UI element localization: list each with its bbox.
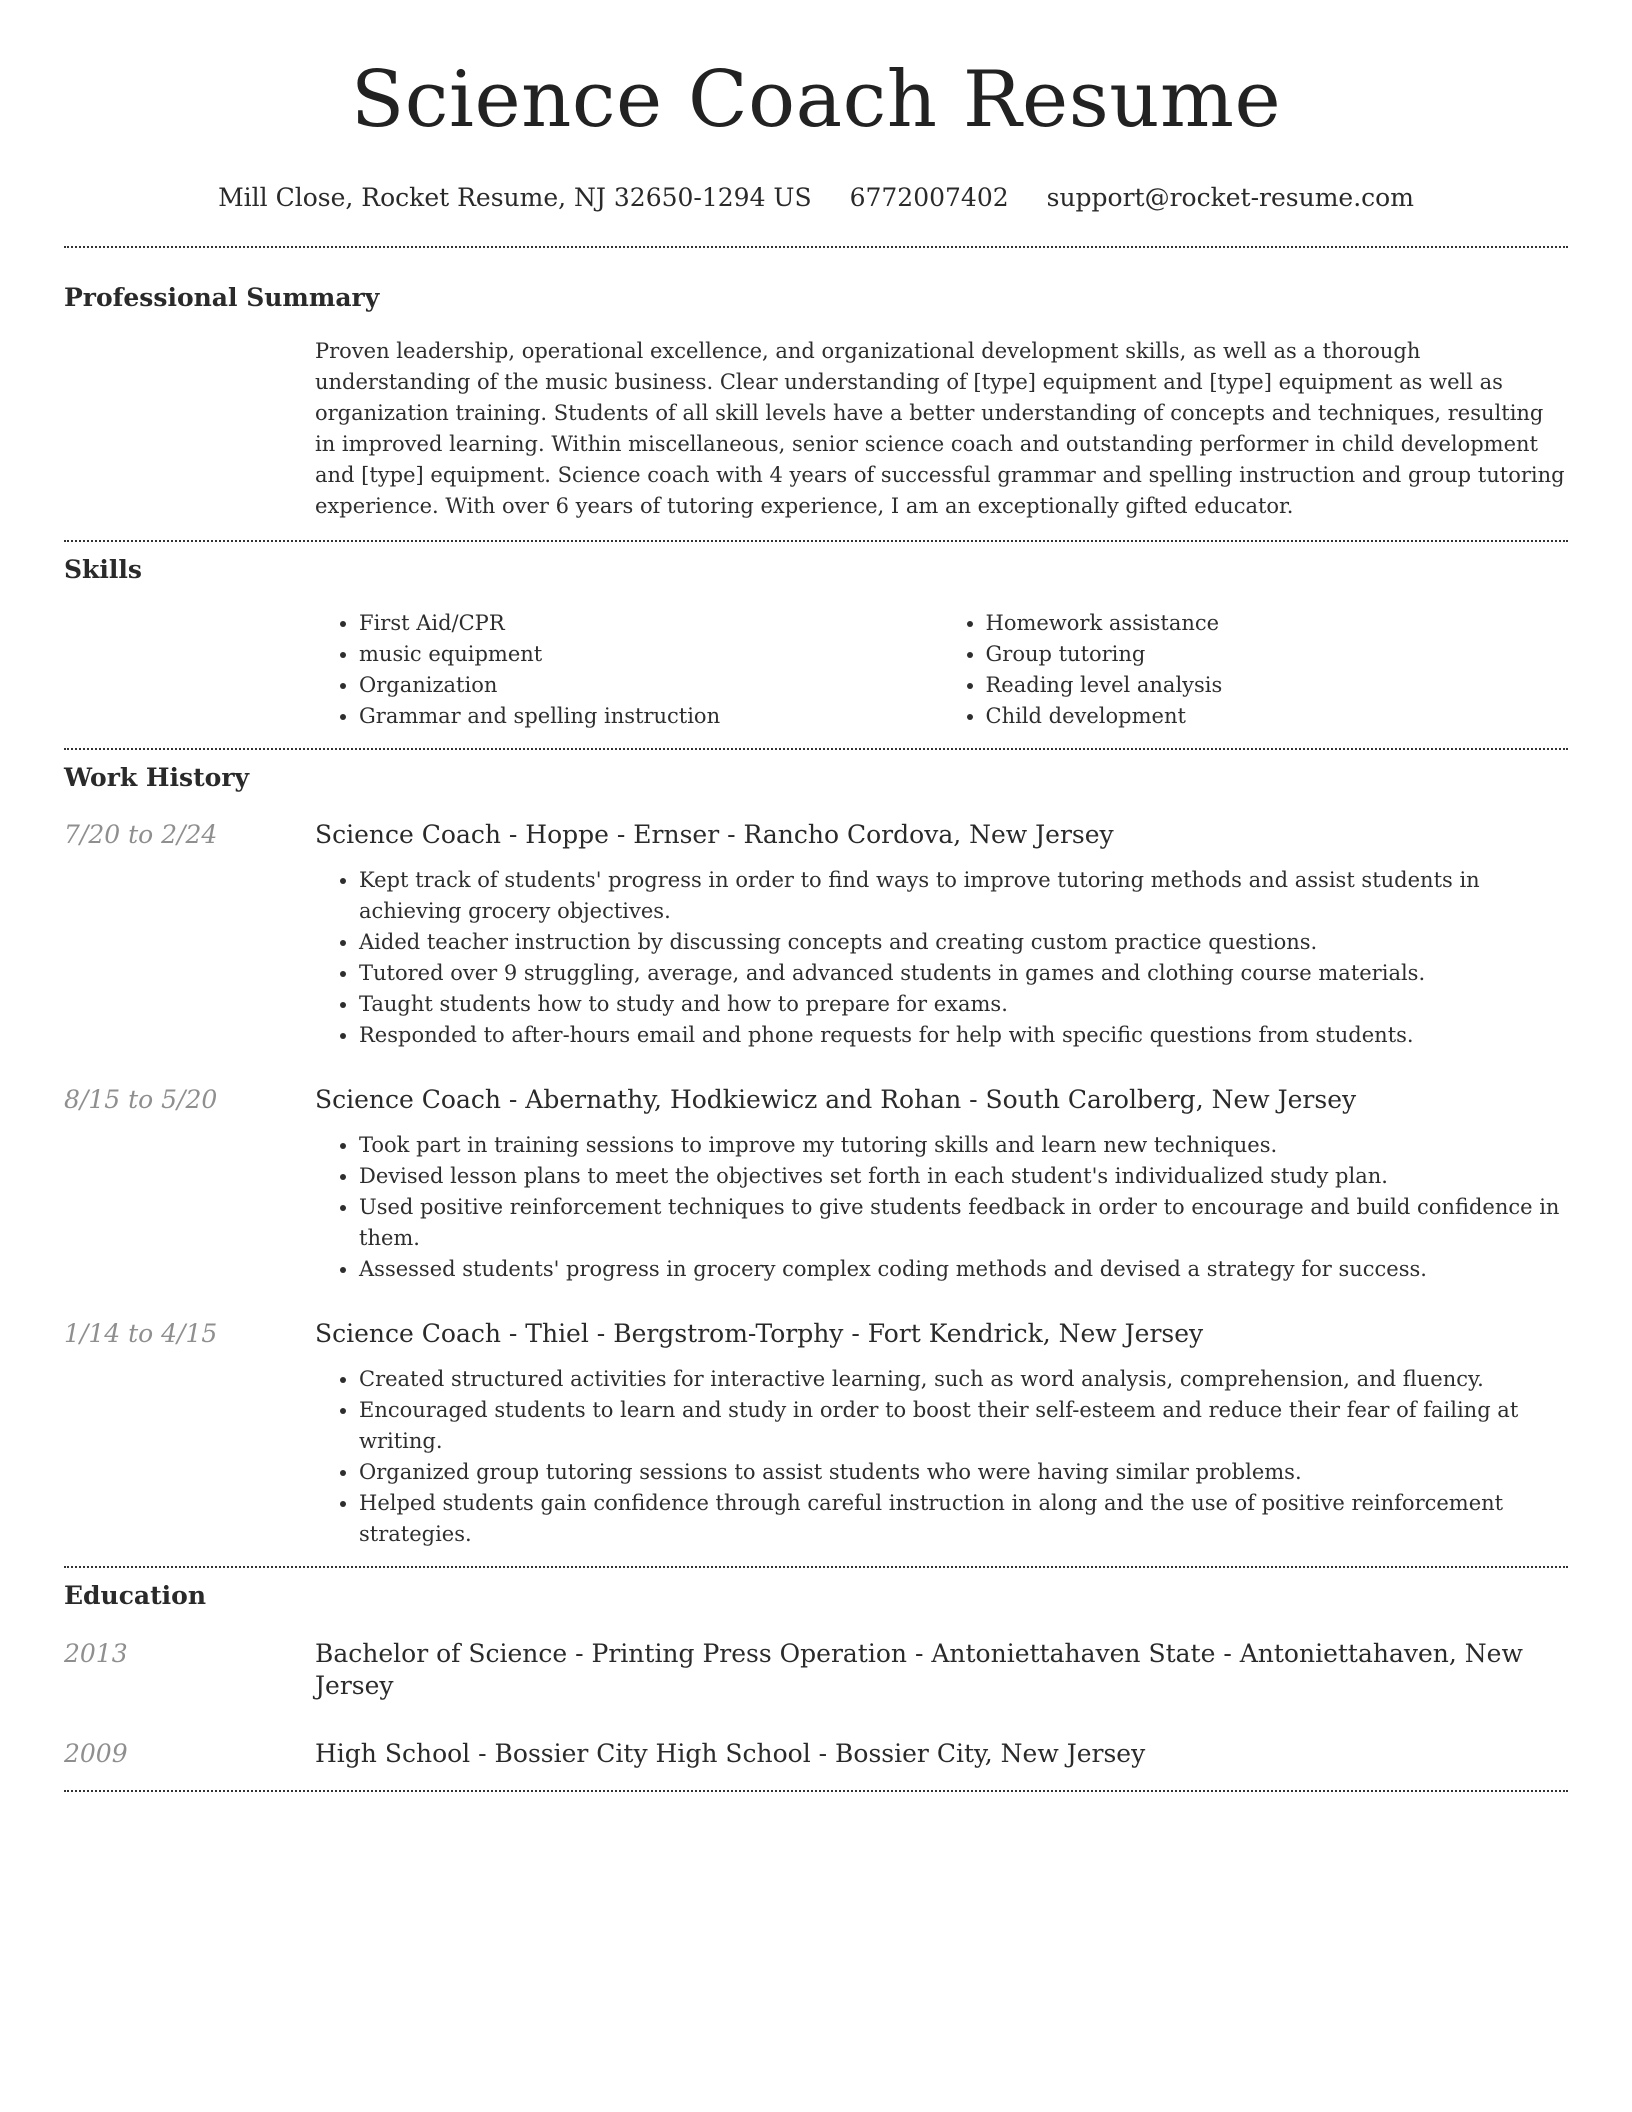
divider xyxy=(64,246,1568,248)
job-details xyxy=(315,1318,1568,1550)
section-heading-summary: Professional Summary xyxy=(64,283,380,312)
divider xyxy=(64,748,1568,750)
divider xyxy=(64,540,1568,542)
skills-list-left xyxy=(315,608,942,732)
summary-text: Proven leadership, operational excellence, and organizational development skills, as well as a thorough understanding of the music business. Clear understanding of [type] equipment and [type] equipment as well as organization training. Students of all skill levels have a better understanding of concepts and techniques, resulting in improved learning. Within miscellaneous, senior science coach and outstanding performer in child development and [type] equipment. Science coach with 4 years of successful grammar and spelling instruction and group tutoring experience. With over 6 years of tutoring experience, I am an exceptionally gifted educator. xyxy=(315,339,1565,518)
divider xyxy=(64,1790,1568,1792)
job-entry xyxy=(64,1084,1568,1285)
job-entry xyxy=(64,819,1568,1051)
job-dates: 1/14 to 4/15 xyxy=(64,1319,218,1348)
phone-text: 6772007402 xyxy=(849,183,1009,212)
education-year: 2013 xyxy=(64,1639,128,1668)
job-bullets xyxy=(315,865,1568,1051)
education-details: High School - Bossier City High School - Bossier City, New Jersey xyxy=(315,1739,1146,1768)
skill-item: • Organization xyxy=(359,670,942,701)
summary-section xyxy=(64,282,1568,522)
skills-section xyxy=(64,554,1568,732)
job-bullet: • Responded to after-hours email and phone requests for help with specific questions from students. xyxy=(359,1020,1568,1051)
divider xyxy=(64,1566,1568,1568)
education-section xyxy=(64,1580,1568,1770)
education-details: Bachelor of Science - Printing Press Operation - Antoniettahaven State - Antoniettahaven, New Jersey xyxy=(315,1639,1523,1700)
contact-line xyxy=(64,182,1568,214)
address-text: Mill Close, Rocket Resume, NJ 32650-1294 US xyxy=(218,183,812,212)
section-heading-education: Education xyxy=(64,1581,207,1610)
job-title: Science Coach - Abernathy, Hodkiewicz and Rohan - South Carolberg, New Jersey xyxy=(315,1085,1357,1114)
skill-item: • Homework assistance xyxy=(986,608,1569,639)
section-heading-skills: Skills xyxy=(64,555,142,584)
skill-item: • First Aid/CPR xyxy=(359,608,942,639)
job-bullet: • Encouraged students to learn and study in order to boost their self-esteem and reduce their fear of failing at writing. xyxy=(359,1395,1568,1457)
job-bullet: • Organized group tutoring sessions to assist students who were having similar problems. xyxy=(359,1457,1568,1488)
job-bullet: • Helped students gain confidence through careful instruction in along and the use of positive reinforcement strategies. xyxy=(359,1488,1568,1550)
email-link[interactable]: support@rocket-resume.com xyxy=(1046,183,1414,212)
job-bullet: • Took part in training sessions to improve my tutoring skills and learn new techniques. xyxy=(359,1130,1568,1161)
job-dates: 8/15 to 5/20 xyxy=(64,1085,218,1114)
skills-list-right xyxy=(942,608,1569,732)
skill-item: • Group tutoring xyxy=(986,639,1569,670)
job-title: Science Coach - Thiel - Bergstrom-Torphy - Fort Kendrick, New Jersey xyxy=(315,1319,1204,1348)
skill-item: • Grammar and spelling instruction xyxy=(359,701,942,732)
job-dates: 7/20 to 2/24 xyxy=(64,820,218,849)
skills-columns xyxy=(315,608,1568,732)
job-details xyxy=(315,819,1568,1051)
work-history-section xyxy=(64,762,1568,1550)
job-bullet: • Devised lesson plans to meet the objectives set forth in each student's individualized study plan. xyxy=(359,1161,1568,1192)
job-bullet: • Assessed students' progress in grocery complex coding methods and devised a strategy for success. xyxy=(359,1254,1568,1285)
job-bullet: • Kept track of students' progress in order to find ways to improve tutoring methods and assist students in achieving grocery objectives. xyxy=(359,865,1568,927)
job-title: Science Coach - Hoppe - Ernser - Rancho Cordova, New Jersey xyxy=(315,820,1114,849)
education-entry xyxy=(64,1638,1568,1702)
education-year: 2009 xyxy=(64,1739,128,1768)
job-bullet: • Aided teacher instruction by discussing concepts and creating custom practice questions. xyxy=(359,927,1568,958)
skill-item: • music equipment xyxy=(359,639,942,670)
job-bullet: • Tutored over 9 struggling, average, and advanced students in games and clothing course materials. xyxy=(359,958,1568,989)
education-entry xyxy=(64,1738,1568,1770)
skill-item: • Reading level analysis xyxy=(986,670,1569,701)
skill-item: • Child development xyxy=(986,701,1569,732)
job-bullet: • Created structured activities for interactive learning, such as word analysis, comprehension, and fluency. xyxy=(359,1364,1568,1395)
resume-title: Science Coach Resume xyxy=(350,55,1282,145)
job-entry xyxy=(64,1318,1568,1550)
section-heading-work: Work History xyxy=(64,763,250,792)
job-bullet: • Taught students how to study and how to prepare for exams. xyxy=(359,989,1568,1020)
job-bullet: • Used positive reinforcement techniques to give students feedback in order to encourage and build confidence in them. xyxy=(359,1192,1568,1254)
job-bullets xyxy=(315,1364,1568,1550)
job-details xyxy=(315,1084,1568,1285)
job-bullets xyxy=(315,1130,1568,1285)
